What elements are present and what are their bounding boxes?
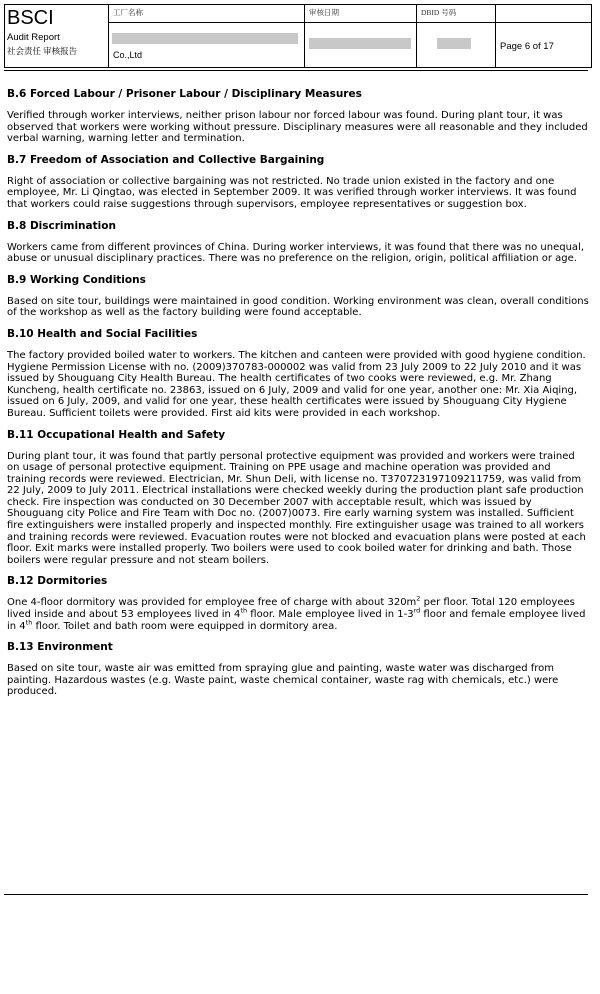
section-text: Workers came from different provinces of China. During worker interviews, it was found that there was no unequal, abuse or unusual disciplinary practices. There was no preference on the religion, origin, political affiliation or age. <box>7 241 585 265</box>
report-type-cn: 社会责任 审核报告 <box>7 46 78 56</box>
section-heading: B.11 Occupational Health and Safety <box>7 428 226 441</box>
dorm-text-1: One 4-floor dormitory was provided for employee free of charge with about 320m <box>7 597 417 609</box>
factory-name-suffix: Co.,Ltd <box>113 50 143 60</box>
section-text: Right of association or collective bargaining was not restricted. No trade union existed in the factory and one employee, Mr. Li Qingtao, was elected in September 2009. It was verified through worker interviews. It was found that workers could raise suggestions through supervisors, employee representatives or suggestion box. <box>7 175 577 210</box>
section-heading: B.6 Forced Labour / Prisoner Labour / Disciplinary Measures <box>7 88 362 100</box>
page-number: Page 6 of 17 <box>500 41 554 52</box>
section-heading: B.7 Freedom of Association and Collective Bargaining <box>7 153 325 166</box>
report-header <box>4 4 592 68</box>
report-body <box>7 87 590 706</box>
report-type-en: Audit Report <box>7 32 60 43</box>
footer-rule <box>4 894 588 895</box>
redacted-dbid <box>437 38 471 49</box>
section-dormitories <box>7 574 590 632</box>
section-environment <box>7 640 590 698</box>
section-text: Verified through worker interviews, neither prison labour nor forced labour was found. During plant tour, it was observed that workers were working without pressure. Disciplinary measures were all reasonable and they included verbal warning, warning letter and termination. <box>7 110 588 145</box>
dorm-text-2: per floor. Total 120 employees lived inside and about 53 employees lived in 4 <box>7 597 575 621</box>
section-freedom-of-association <box>7 153 590 211</box>
section-working-conditions <box>7 273 590 319</box>
section-heading: B.10 Health and Social Facilities <box>7 327 198 340</box>
section-text: During plant tour, it was found that partly personal protective equipment was provided and workers were trained on usage of personal protective equipment. Training on PPE usage and machine operation was provided and training records were reviewed. Electrician, Mr. Shun Deli, with license no. T370723197109211759, was valid from 22 July, 2009 to July 2011. Electrical installations were checked weekly during the production plant safe production check. Fire inspection was conducted on 30 December 2007 with acceptable result, which was issued by Shouguang city Police and Fire Team with Doc no. (2007)0073. Fire early warning system was installed. Sufficient fire extinguishers were installed properly and inspected monthly. Fire extinguisher usage was trained to all workers and training records were reviewed. Evacuation routes were not blocked and evacuation plans were posted at each floor. Exit marks were installed properly. Two boilers were used to cook boiled water for drinking and bath. Those boilers were regular pressure and not steam boilers. <box>7 450 586 566</box>
header-divider <box>417 22 495 23</box>
section-text <box>7 597 590 632</box>
header-divider <box>305 22 416 23</box>
header-rule <box>4 70 588 71</box>
superscript: th <box>240 606 248 615</box>
section-text: Based on site tour, waste air was emitted from spraying glue and painting, waste water was discharged from painting. Hazardous wastes (e.g. Waste paint, waste chemical container, waste rag with chemicals, etc.) were produced. <box>7 663 559 698</box>
section-heading: B.8 Discrimination <box>7 219 116 232</box>
dorm-text-5: floor. Toilet and bath room were equipped in dormitory area. <box>32 620 338 632</box>
section-text: Based on site tour, buildings were maintained in good condition. Working environment was clean, overall conditions of the workshop as well as the factory building were found acceptable. <box>7 295 589 319</box>
section-occupational-health-safety <box>7 428 590 567</box>
section-forced-labour <box>7 87 590 145</box>
header-divider <box>496 22 591 23</box>
header-divider <box>109 22 304 23</box>
redacted-factory-name <box>112 33 298 44</box>
factory-name-label: 工厂名称 <box>113 8 143 17</box>
section-heading: B.9 Working Conditions <box>7 273 146 286</box>
section-health-social-facilities <box>7 327 590 420</box>
redacted-audit-date <box>309 38 411 49</box>
audit-date-label: 审核日期 <box>309 8 339 17</box>
brand-logo-text: BSCI <box>7 7 54 29</box>
dorm-text-4: floor and female employee lived in 4 <box>7 609 586 632</box>
dbid-label: DBID 号码 <box>421 8 457 17</box>
superscript: th <box>25 618 33 627</box>
section-discrimination <box>7 219 590 265</box>
section-text: The factory provided boiled water to workers. The kitchen and canteen were provided with good hygiene condition. Hygiene Permission License with no. (2009)370783-000002 was valid from 23 July 2009 to 22 July 2010 and it was issued by Shouguang City Health Bureau. The health certificates of two cooks were reviewed, e.g. Mr. Zhang Kuncheng, health certificate no. 23863, issued on 6 July, 2009 and valid for one year, another one: Mr. Xia Aiqing, issued on 6 July, 2009, and valid for one year, these health certificates were issued by Shouguang City Hygiene Bureau. Sufficient toilets were provided. First aid kits were provided in each workshop. <box>7 349 586 419</box>
superscript: rd <box>413 606 421 615</box>
section-heading: B.13 Environment <box>7 641 113 654</box>
dorm-text-3: floor. Male employee lived in 1-3 <box>247 609 414 621</box>
section-heading: B.12 Dormitories <box>7 575 108 588</box>
superscript: 2 <box>416 595 421 604</box>
